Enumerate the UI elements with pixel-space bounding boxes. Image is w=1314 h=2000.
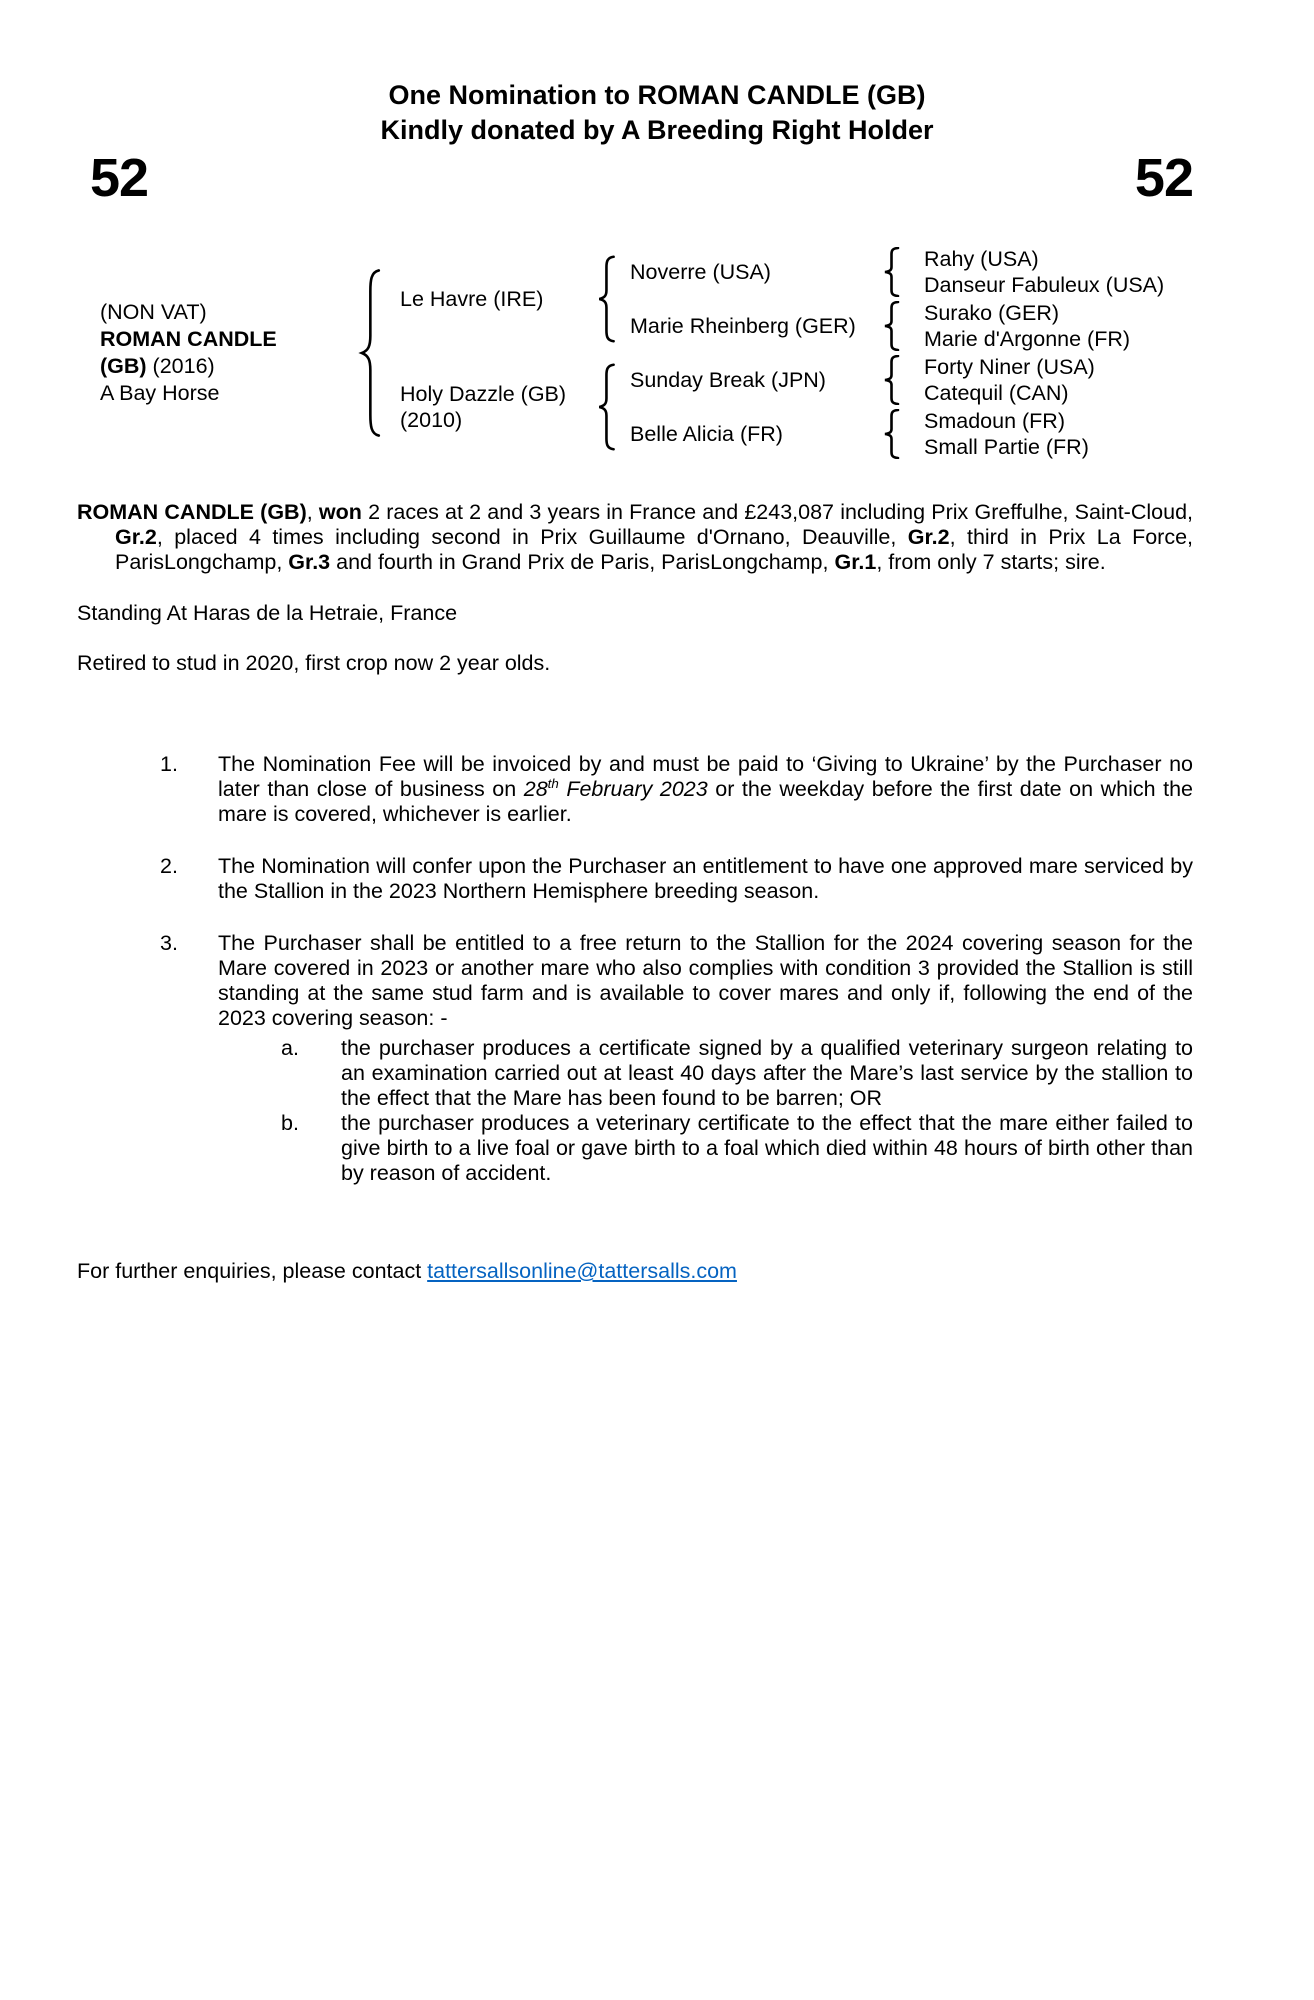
great-grandsire-name: Smadoun (FR) [924,409,1065,433]
great-granddam-name: Small Partie (FR) [924,435,1089,459]
condition-number: 3. [160,931,178,955]
great-granddam-name: Danseur Fabuleux (USA) [924,273,1165,297]
dam-year: (2010) [400,408,463,432]
subcondition-item-a [218,1036,1193,1111]
great-grandsire-name: Forty Niner (USA) [924,355,1095,379]
dam-granddam-group [618,408,1095,460]
granddam-name: Belle Alicia (FR) [630,422,783,446]
email-link[interactable]: tattersallsonline@tattersalls.com [427,1259,737,1283]
condition-number: 2. [160,854,178,878]
nomination-title: One Nomination to ROMAN CANDLE (GB) [388,80,926,110]
dam-branch [384,354,1164,460]
conditions-list [77,752,1193,1186]
subcondition-letter: b. [281,1111,299,1135]
subject-color-description: A Bay Horse [100,381,220,405]
pedigree-brace-icon [882,301,902,351]
condition-item-3 [77,931,1193,1186]
grandsire-name: Sunday Break (JPN) [630,368,826,392]
condition-item-1 [77,752,1193,827]
lot-number-left: 52 [90,148,149,208]
pedigree-brace-sire-icon [596,255,618,343]
granddam-name: Marie Rheinberg (GER) [630,314,856,338]
donation-subtitle: Kindly donated by A Breeding Right Holder [380,115,934,145]
subcondition-text: the purchaser produces a veterinary certificate to the effect that the mare either failed to give birth to a live foal or gave birth to a foal which died within 48 hours of birth other than by reason of accident. [341,1111,1193,1185]
condition-text: The Nomination will confer upon the Purchaser an entitlement to have one approved mare serviced by the Stallion in the 2023 Northern Hemisphere breeding season. [218,854,1193,903]
pedigree-brace-icon [882,247,902,297]
pedigree-brace-dam-icon [596,363,618,451]
page-title [0,0,1314,148]
dam-name: Holy Dazzle (GB) (2010) [384,381,596,433]
contact-line [77,1259,1193,1284]
lot-number-row [77,148,1193,208]
subject-suffix-year: (GB) (2016) [100,354,215,378]
pedigree-brace-icon [882,409,902,459]
subject-name: ROMAN CANDLE [100,327,277,351]
condition-item-2 [77,854,1193,904]
standing-location: Standing At Haras de la Hetraie, France [77,601,458,625]
retired-note: Retired to stud in 2020, first crop now 2 year olds. [77,651,551,675]
subcondition-text: the purchaser produces a certificate signed by a qualified veterinary surgeon relating to an examination carried out at least 40 days after the Mare’s last service by the stallion to the effect that the Mare has been found to be barren; OR [341,1036,1193,1110]
condition-number: 1. [160,752,178,776]
subcondition-letter: a. [281,1036,299,1060]
condition-text: The Nomination Fee will be invoiced by and must be paid to ‘Giving to Ukraine’ by the Purchaser no later than close of business on 28th February 2023 or the weekday before the first date on which the mare is covered, whichever is earlier. [218,752,1194,826]
subject-vat-status: (NON VAT) [100,300,207,324]
sire-grandsire-group [618,246,1164,298]
race-record-paragraph: ROMAN CANDLE (GB), won 2 races at 2 and 3 years in France and £243,087 including Prix Greffulhe, Saint-Cloud, Gr.2, placed 4 times including second in Prix Guillaume d'Ornano, Deauville, Gr.2, third in Prix La Force, ParisLongchamp, Gr.3 and fourth in Grand Prix de Paris, ParisLongchamp, Gr.1, from only 7 starts; sire. [77,500,1193,574]
lot-number-right: 52 [1134,148,1193,208]
sire-name: Le Havre (IRE) [400,287,544,311]
grandsire-name: Noverre (USA) [630,260,771,284]
sire-granddam-group [618,300,1164,352]
pedigree-subject [100,299,358,407]
great-grandsire-name: Rahy (USA) [924,247,1039,271]
condition-text: The Purchaser shall be entitled to a free return to the Stallion for the 2024 covering season for the Mare covered in 2023 or another mare who also complies with condition 3 provided the Stallion is still standing at the same stud farm and is available to cover mares and only if, following the end of the 2023 covering season: - [218,931,1193,1030]
pedigree-brace-gen1-icon [358,267,384,439]
great-grandsire-name: Surako (GER) [924,301,1060,325]
great-granddam-name: Catequil (CAN) [924,381,1069,405]
pedigree-brace-icon [882,355,902,405]
subcondition-item-b [218,1111,1193,1186]
great-granddam-name: Marie d'Argonne (FR) [924,327,1131,351]
contact-prefix: For further enquiries, please contact [77,1259,428,1283]
dam-grandsire-group [618,354,1095,406]
pedigree-table [77,246,1193,460]
sire-branch [384,246,1164,352]
